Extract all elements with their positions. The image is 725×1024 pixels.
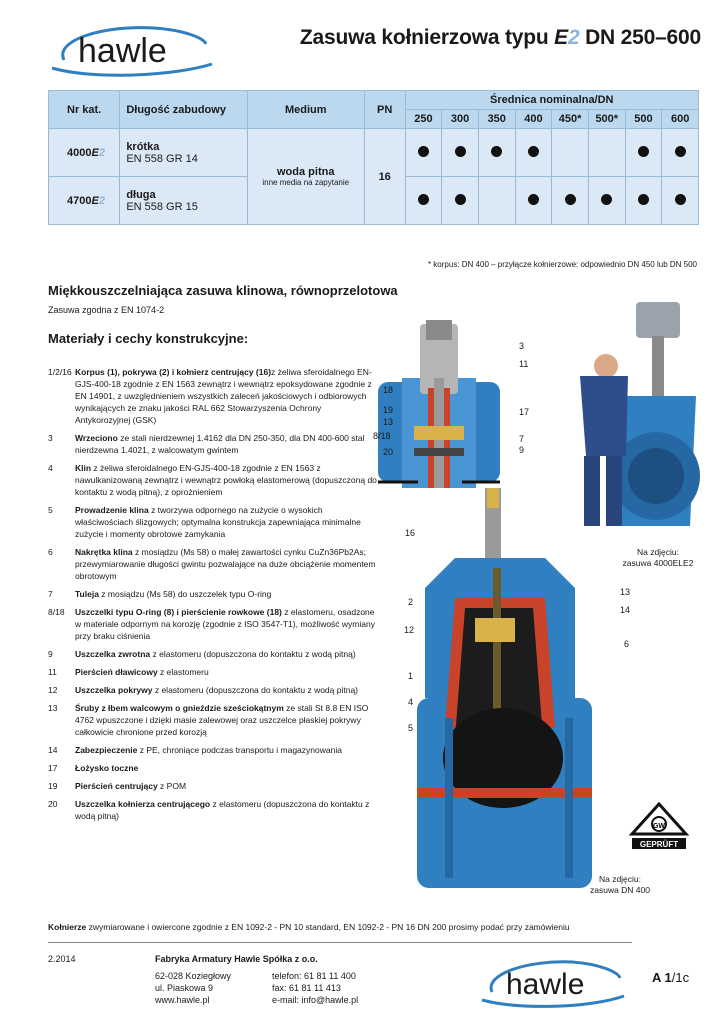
availability-dot-icon xyxy=(455,146,466,157)
dn-header-4: 450* xyxy=(552,110,589,129)
col-header-medium: Medium xyxy=(247,91,364,129)
svg-text:GW: GW xyxy=(652,823,666,830)
availability-cell xyxy=(662,129,699,177)
spec-table xyxy=(48,90,699,225)
material-item xyxy=(48,648,378,660)
availability-cell xyxy=(515,129,552,177)
photo-caption: Na zdjęciu: zasuwa 4000ELE2 xyxy=(622,547,694,568)
material-text: Uszczelka kołnierza centrującego z elastomeru (dopuszczona do kontaktu z wodą pitną) xyxy=(75,799,370,821)
callout-7: 7 xyxy=(519,434,525,444)
material-text: Tuleja z mosiądzu (Ms 58) do uszczelek typu O-ring xyxy=(75,589,272,599)
length-short: krótka EN 558 GR 14 xyxy=(120,129,247,177)
material-item xyxy=(48,504,378,540)
material-number: 17 xyxy=(48,763,58,773)
availability-dot-icon xyxy=(528,194,539,205)
footer-email-link[interactable]: e-mail: info@hawle.pl xyxy=(272,995,359,1005)
material-number: 20 xyxy=(48,799,58,809)
material-number: 6 xyxy=(48,547,53,557)
availability-dot-icon xyxy=(418,146,429,157)
material-text: Pierścień dławicowy z elastomeru xyxy=(75,667,209,677)
medium-cell: woda pitna inne media na zapytanie xyxy=(247,129,364,225)
hawle-logo xyxy=(44,20,214,80)
callout-8-18: 8/18 xyxy=(373,431,391,441)
material-number: 19 xyxy=(48,781,58,791)
availability-cell xyxy=(478,129,515,177)
length-long: długa EN 558 GR 15 xyxy=(120,177,247,225)
material-number: 1/2/16 xyxy=(48,367,72,377)
callout-13-main: 13 xyxy=(620,587,631,597)
material-number: 7 xyxy=(48,589,53,599)
hawle-logo-footer xyxy=(476,956,626,1010)
callout-5: 5 xyxy=(408,723,414,733)
material-number: 12 xyxy=(48,685,58,695)
logo-text: hawle xyxy=(78,32,167,70)
availability-cell xyxy=(405,129,442,177)
callout-12: 12 xyxy=(404,625,415,635)
availability-dot-icon xyxy=(418,194,429,205)
materials-heading: Materiały i cechy konstrukcyjne: xyxy=(48,331,249,346)
material-item xyxy=(48,546,378,582)
page-title: Zasuwa kołnierzowa typu E2 DN 250–600 xyxy=(299,26,701,49)
material-number: 9 xyxy=(48,649,53,659)
footer-website-link[interactable]: www.hawle.pl xyxy=(155,995,210,1005)
footer-date: 2.2014 xyxy=(48,954,76,964)
material-number: 11 xyxy=(48,667,57,677)
dvgw-seal-icon xyxy=(628,802,690,852)
availability-cell xyxy=(515,177,552,225)
availability-dot-icon xyxy=(601,194,612,205)
callout-16: 16 xyxy=(405,528,416,538)
material-text: Korpus (1), pokrywa (2) i kołnierz centrujący (16)z żeliwa sferoidalnego EN-GJS-400-18 zgodnie z EN 1563 zewnątrz i wewnątrz epoksydowane zgodnie z EN 14901, z uwzględnieniem wszystkich zaleceń jakościowych i odbiorowych wynikających ze znaku jakości RAL 662 Stowarzyszenia Ochrony Antykorozyjnej (GSK) xyxy=(75,367,372,425)
availability-cell xyxy=(405,177,442,225)
availability-dot-icon xyxy=(638,146,649,157)
material-text: Uszczelka pokrywy z elastomeru (dopuszczona do kontaktu z wodą pitną) xyxy=(75,685,359,695)
availability-cell xyxy=(588,177,625,225)
flanges-note: Kołnierze zwymiarowane i owiercone zgodnie z EN 1092-2 - PN 10 standard, EN 1092-2 - PN 16 DN 200 prosimy podać przy zamówieniu xyxy=(48,922,570,932)
material-item xyxy=(48,588,378,600)
availability-dot-icon xyxy=(638,194,649,205)
availability-dot-icon xyxy=(455,194,466,205)
section-subline: Zasuwa zgodna z EN 1074-2 xyxy=(48,305,165,315)
material-item xyxy=(48,684,378,696)
callout-20: 20 xyxy=(383,447,394,457)
callout-13-top: 13 xyxy=(383,417,394,427)
material-text: Uszczelki typu O-ring (8) i pierścienie rowkowe (18) z elastomeru, osadzone w materiale odpornym na korozję (zgodnie z ISO 3547-T1), możliwość wymiany przy braku ciśnienia xyxy=(75,607,375,641)
availability-dot-icon xyxy=(491,146,502,157)
callout-11: 11 xyxy=(519,359,529,369)
page-reference: A 1/1c xyxy=(652,970,690,985)
callout-18: 18 xyxy=(383,385,394,395)
material-item xyxy=(48,462,378,498)
material-item xyxy=(48,798,378,822)
material-text: Zabezpieczenie z PE, chroniące podczas transportu i magazynowania xyxy=(75,745,342,755)
material-text: Łożysko toczne xyxy=(75,763,139,773)
material-text: Wrzeciono ze stali nierdzewnej 1.4162 dla DN 250-350, dla DN 400-600 stal nierdzewna 1.4021, z walcowatym gwintem xyxy=(75,433,365,455)
material-item xyxy=(48,780,378,792)
availability-dot-icon xyxy=(565,194,576,205)
footnote: * korpus: DN 400 – przyłącze kołnierzowe: odpowiednio DN 450 lub DN 500 xyxy=(427,260,697,269)
availability-cell xyxy=(442,129,479,177)
callout-9: 9 xyxy=(519,445,525,455)
availability-dot-icon xyxy=(675,146,686,157)
valve-cutaway-drawing xyxy=(415,488,630,888)
availability-cell xyxy=(552,177,589,225)
dn-header-3: 400 xyxy=(515,110,552,129)
col-header-pn: PN xyxy=(364,91,405,129)
dn-header-0: 250 xyxy=(405,110,442,129)
material-item xyxy=(48,744,378,756)
material-number: 8/18 xyxy=(48,607,65,617)
availability-cell xyxy=(588,129,625,177)
materials-list xyxy=(48,366,378,828)
availability-cell xyxy=(552,129,589,177)
dn-header-7: 600 xyxy=(662,110,699,129)
col-header-length: Długość zabudowy xyxy=(120,91,247,129)
dn-header-5: 500* xyxy=(588,110,625,129)
pn-cell: 16 xyxy=(364,129,405,225)
dn-header-1: 300 xyxy=(442,110,479,129)
cat-number-4700: 4700E2 xyxy=(49,177,120,225)
callout-3: 3 xyxy=(519,341,525,351)
availability-cell xyxy=(442,177,479,225)
material-item xyxy=(48,432,378,456)
callout-2: 2 xyxy=(408,597,414,607)
material-number: 4 xyxy=(48,463,53,473)
cat-number-4000: 4000E2 xyxy=(49,129,120,177)
material-item xyxy=(48,702,378,738)
footer-contact: telefon: 61 81 11 400 fax: 61 81 11 413 e-mail: info@hawle.pl xyxy=(272,971,359,1005)
material-number: 14 xyxy=(48,745,58,755)
callout-6: 6 xyxy=(624,639,630,649)
availability-cell xyxy=(625,177,662,225)
material-text: Nakrętka klina z mosiądzu (Ms 58) o małej zawartości cynku CuZn36Pb2As; przewymiarowanie długości gwintu pozwalające na duże obciążenie momentem obrotowym xyxy=(75,547,376,581)
material-number: 13 xyxy=(48,703,58,713)
callout-14: 14 xyxy=(620,605,631,615)
footer-address: 62-028 Koziegłowy ul. Piaskowa 9 www.hawle.pl xyxy=(155,971,232,1005)
footer-rule xyxy=(48,942,632,943)
svg-text:GEPRÜFT: GEPRÜFT xyxy=(639,840,679,849)
callout-4: 4 xyxy=(408,697,414,707)
callout-1: 1 xyxy=(408,671,414,681)
material-text: Klin z żeliwa sferoidalnego EN-GJS-400-18 zgodnie z EN 1563 z nawulkanizowaną zewnątrz i wewnątrz powłoką elastomerową (dopuszczoną do kontaktu z wodą pitną), z oprożnieniem xyxy=(75,463,377,497)
footer-company: Fabryka Armatury Hawle Spółka z o.o. xyxy=(155,954,318,964)
col-header-dn-group: Średnica nominalna/DN xyxy=(405,91,698,110)
valve-top-cross-section xyxy=(378,318,508,490)
material-text: Śruby z łbem walcowym o gnieździe sześciokątnym ze stali St 8.8 EN ISO 4762 wpuszczone i dzięki masie zalewowej oraz uszczelce płaskiej pokrywy całkowicie chronione przed korozją xyxy=(75,703,369,737)
availability-cell xyxy=(662,177,699,225)
material-text: Uszczelka zwrotna z elastomeru (dopuszczona do kontaktu z wodą pitną) xyxy=(75,649,356,659)
svg-text:hawle: hawle xyxy=(506,968,585,1001)
material-item xyxy=(48,762,378,774)
availability-cell xyxy=(625,129,662,177)
material-text: Prowadzenie klina z tworzywa odpornego na zużycie o wysokich właściwościach ślizgowych; optymalna konstrukcja zapewniająca minimalne zużycie i momenty obrotowe zamykania xyxy=(75,505,361,539)
material-text: Pierścień centrujący z POM xyxy=(75,781,187,791)
availability-dot-icon xyxy=(675,194,686,205)
availability-cell xyxy=(478,177,515,225)
dn-header-6: 500 xyxy=(625,110,662,129)
availability-dot-icon xyxy=(528,146,539,157)
callout-17: 17 xyxy=(519,407,530,417)
dn-header-2: 350 xyxy=(478,110,515,129)
material-number: 5 xyxy=(48,505,53,515)
section-heading: Miękkouszczelniająca zasuwa klinowa, równoprzelotowa xyxy=(48,283,398,298)
callout-19: 19 xyxy=(383,405,394,415)
drawing-caption: Na zdjęciu: zasuwa DN 400 xyxy=(589,874,650,895)
material-item xyxy=(48,606,378,642)
col-header-nr: Nr kat. xyxy=(49,91,120,129)
material-item xyxy=(48,366,378,426)
material-item xyxy=(48,666,378,678)
material-number: 3 xyxy=(48,433,53,443)
